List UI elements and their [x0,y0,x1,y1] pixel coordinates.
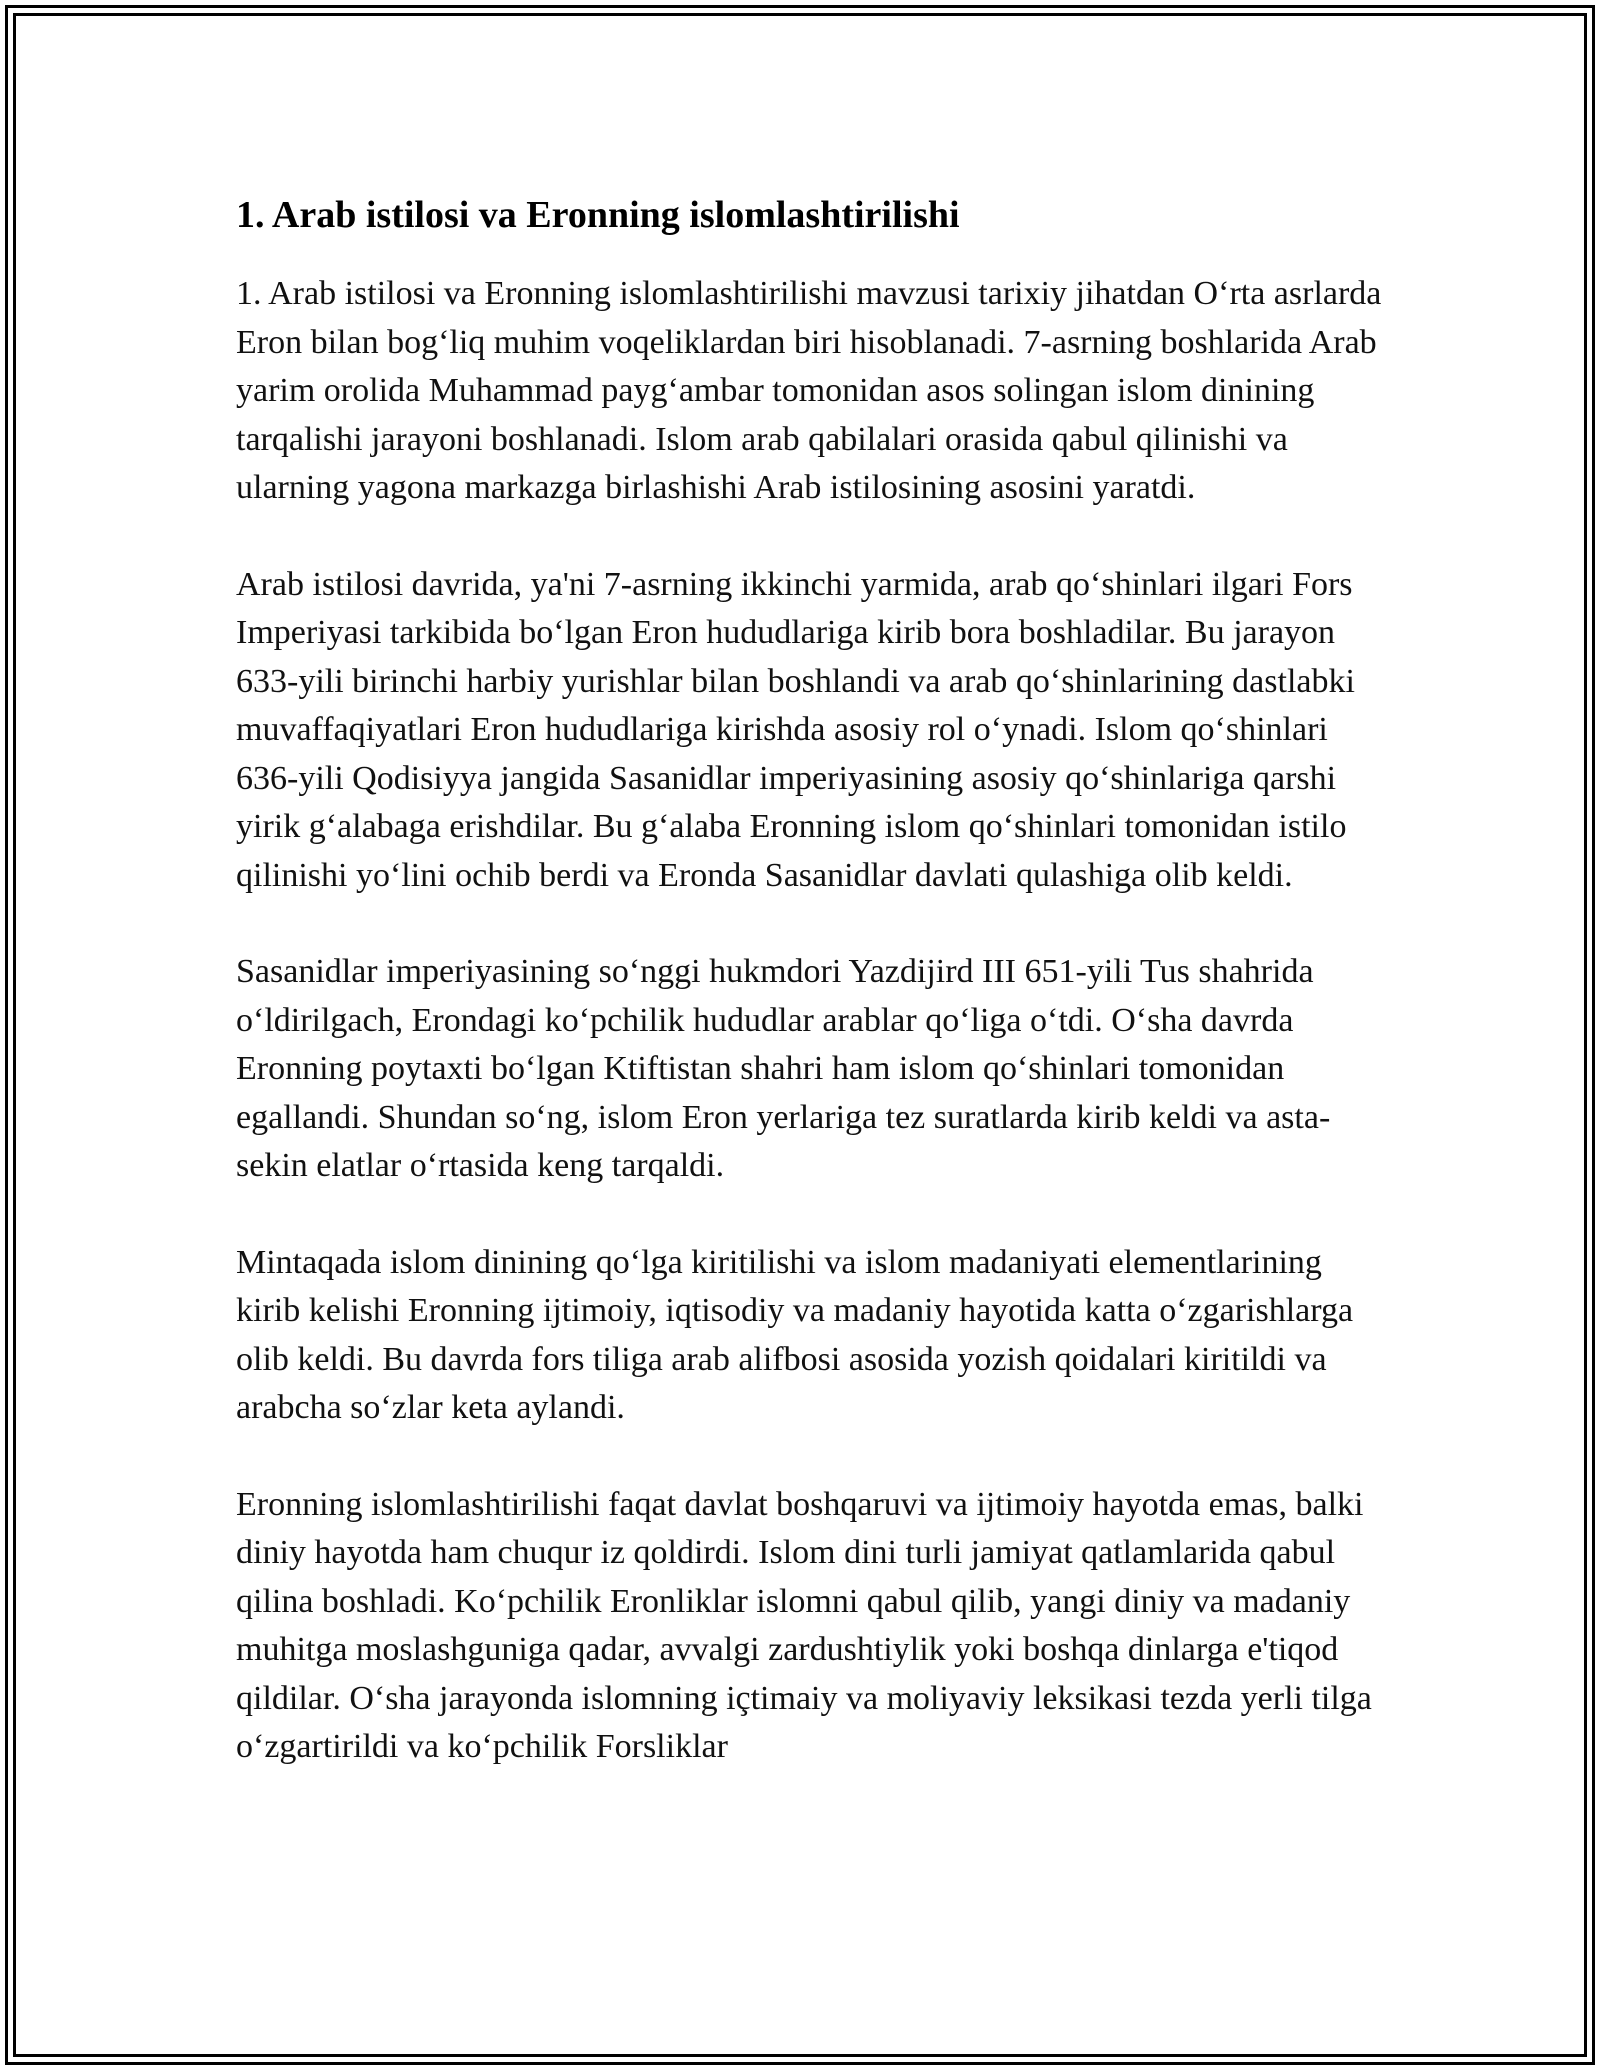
paragraph-2: Arab istilosi davrida, ya'ni 7-asrning ikkinchi yarmida, arab qo‘shinlari ilgari Fors Imperiyasi tarkibida bo‘lgan Eron hududlariga kirib bora boshladilar. Bu jarayon 633-yili birinchi harbiy yurishlar bilan boshlandi va arab qo‘shinlarining dastlabki muvaffaqiyatlari Eron hududlariga kirishda asosiy rol o‘ynadi. Islom qo‘shinlari 636-yili Qodisiyya jangida Sasanidlar imperiyasining asosiy qo‘shinlariga qarshi yirik g‘alabaga erishdilar. Bu g‘alaba Eronning islom qo‘shinlari tomonidan istilo qilinishi yo‘lini ochib berdi va Eronda Sasanidlar davlati qulashiga olib keldi. [236,565,1355,894]
paragraph-3: Sasanidlar imperiyasining so‘nggi hukmdori Yazdijird III 651-yili Tus shahrida o‘ldirilgach, Erondagi ko‘pchilik hududlar arablar qo‘liga o‘tdi. O‘sha davrda Eronning poytaxti bo‘lgan Ktiftistan shahri ham islom qo‘shinlari tomonidan egallandi. Shundan so‘ng, islom Eron yerlariga tez suratlarda kirib keldi va asta-sekin elatlar o‘rtasida keng tarqaldi. [236,953,1331,1184]
paragraph-5: Eronning islomlashtirilishi faqat davlat boshqaruvi va ijtimoiy hayotda emas, balki diniy hayotda ham chuqur iz qoldirdi. Islom dini turli jamiyat qatlamlarida qabul qilina boshladi. Ko‘pchilik Eronliklar islomni qabul qilib, yangi diniy va madaniy muhitga moslashguniga qadar, avvalgi zardushtiylik yoki boshqa dinlarga e'tiqod qildilar. O‘sha jarayonda islomning içtimaiy va moliyaviy leksikasi tezda yerli tilga o‘zgartirildi va ko‘pchilik Forsliklar [236,1485,1372,1765]
document-body [236,186,1386,1772]
paragraph-1: 1. Arab istilosi va Eronning islomlashtirilishi mavzusi tarixiy jihatdan O‘rta asrlarda Eron bilan bog‘liq muhim voqeliklardan biri hisoblanadi. 7-asrning boshlarida Arab yarim orolida Muhammad payg‘ambar tomonidan asos solingan islom dinining tarqalishi jarayoni boshlanadi. Islom arab qabilalari orasida qabul qilinishi va ularning yagona markazga birlashishi Arab istilosining asosini yaratdi. [236,275,1382,506]
paragraph-4: Mintaqada islom dinining qo‘lga kiritilishi va islom madaniyati elementlarining kirib kelishi Eronning ijtimoiy, iqtisodiy va madaniy hayotida katta o‘zgarishlarga olib keldi. Bu davrda fors tiliga arab alifbosi asosida yozish qoidalari kiritildi va arabcha so‘zlar keta aylandi. [236,1243,1354,1426]
document-title: 1. Arab istilosi va Eronning islomlashtirilishi [236,194,960,236]
